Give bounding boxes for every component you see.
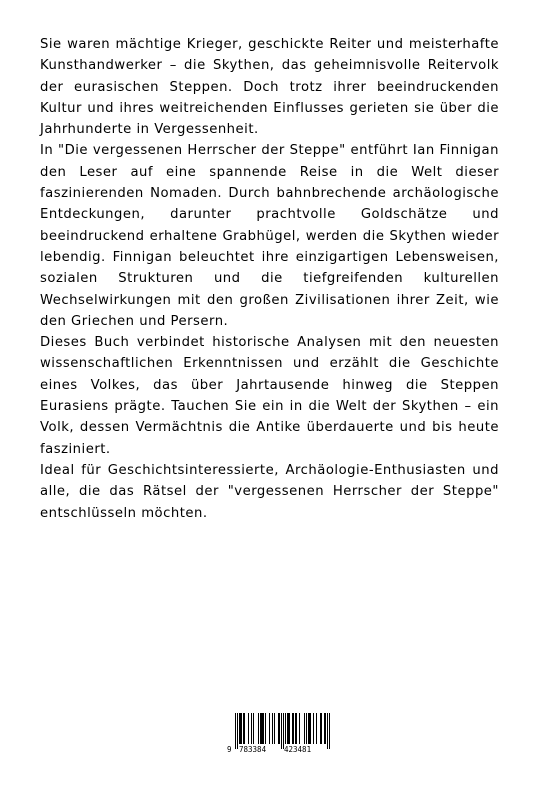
barcode-bar: [253, 713, 254, 744]
barcode-bar: [260, 713, 261, 744]
barcode-bar: [263, 713, 264, 744]
barcode-bar: [320, 713, 321, 744]
barcode-bar: [240, 713, 241, 744]
barcode-bar: [243, 713, 244, 744]
barcode-bar: [296, 713, 297, 744]
blurb-paragraph-3: Dieses Buch verbindet historische Analysen mit den neuesten wissenschaftlichen Erkenntnissen und erzählt die Geschichte eines Volkes, das über Jahrtausende hinweg die Steppen Eurasiens prägte. Tauchen Sie ein in die Welt der Skythen – ein Volk, dessen Vermächtnis die Antike überdauerte und bis heute fasziniert.: [40, 335, 499, 457]
barcode-bar: [321, 713, 322, 744]
barcode-bar: [308, 713, 309, 744]
barcode-bar: [306, 713, 307, 744]
blurb-paragraph-2: In "Die vergessenen Herrscher der Steppe" entführt Ian Finnigan den Leser auf eine spannende Reise in die Welt dieser faszinierenden Nomaden. Durch bahnbrechende archäologische Entdeckungen, darunter prachtvolle Goldschätze und beeindruckend erhaltene Grabhügel, werden die Skythen wieder lebendig. Finnigan beleuchtet ihre einzigartigen Lebensweisen, sozialen Strukturen und die tiefgreifenden kulturellen Wechselwirkungen mit den großen Zivilisationen ihrer Zeit, wie den Griechen und Persern.: [40, 143, 499, 329]
barcode-bar: [258, 713, 259, 744]
blurb-paragraph-1: Sie waren mächtige Krieger, geschickte Reiter und meisterhafte Kunsthandwerker – die Skythen, das geheimnisvolle Reitervolk der eurasischen Steppen. Doch trotz ihrer beeindruckenden Kultur und ihres weitreichenden Einflusses gerieten sie über die Jahrhunderte in Vergessenheit.: [40, 37, 499, 138]
barcode-bar: [261, 713, 262, 744]
barcode-bar: [292, 713, 293, 744]
barcode-bar: [316, 713, 317, 744]
barcode-bar: [325, 713, 326, 744]
barcode-bar: [244, 713, 245, 744]
blurb-paragraph-4: Ideal für Geschichtsinteressierte, Archäologie-Enthusiasten und alle, die das Rätsel der "vergessenen Herrscher der Steppe" entschlüsseln möchten.: [40, 462, 499, 521]
barcode-digits: [227, 744, 331, 756]
barcode-bar: [287, 713, 288, 744]
barcode-bar: [248, 713, 249, 744]
barcode-bar: [299, 713, 300, 744]
barcode-bar: [293, 713, 294, 744]
isbn-barcode: [227, 713, 331, 759]
barcode-bar: [265, 713, 266, 744]
barcode-bar: [279, 713, 280, 744]
barcode-bar: [239, 713, 240, 744]
barcode-bar: [295, 713, 296, 744]
barcode-bar: [285, 713, 286, 744]
barcode-bar: [241, 713, 242, 744]
barcode-bar: [262, 713, 263, 744]
barcode-bar: [289, 713, 290, 744]
barcode-bar: [304, 713, 305, 744]
barcode-bar: [251, 713, 252, 744]
barcode-left-group: 783384: [239, 745, 267, 754]
barcode-bar: [274, 713, 275, 744]
barcode-bar: [310, 713, 311, 744]
barcode-bar: [269, 713, 270, 744]
barcode-bar: [278, 713, 279, 744]
barcode-bar: [313, 713, 314, 744]
barcode-lead-digit: 9: [227, 745, 232, 754]
barcode-bar: [309, 713, 310, 744]
barcode-right-group: 423481: [284, 745, 312, 754]
barcode-bar: [272, 713, 273, 744]
barcode-bar: [324, 713, 325, 744]
barcode-bar: [288, 713, 289, 744]
back-cover-blurb: [40, 34, 499, 524]
